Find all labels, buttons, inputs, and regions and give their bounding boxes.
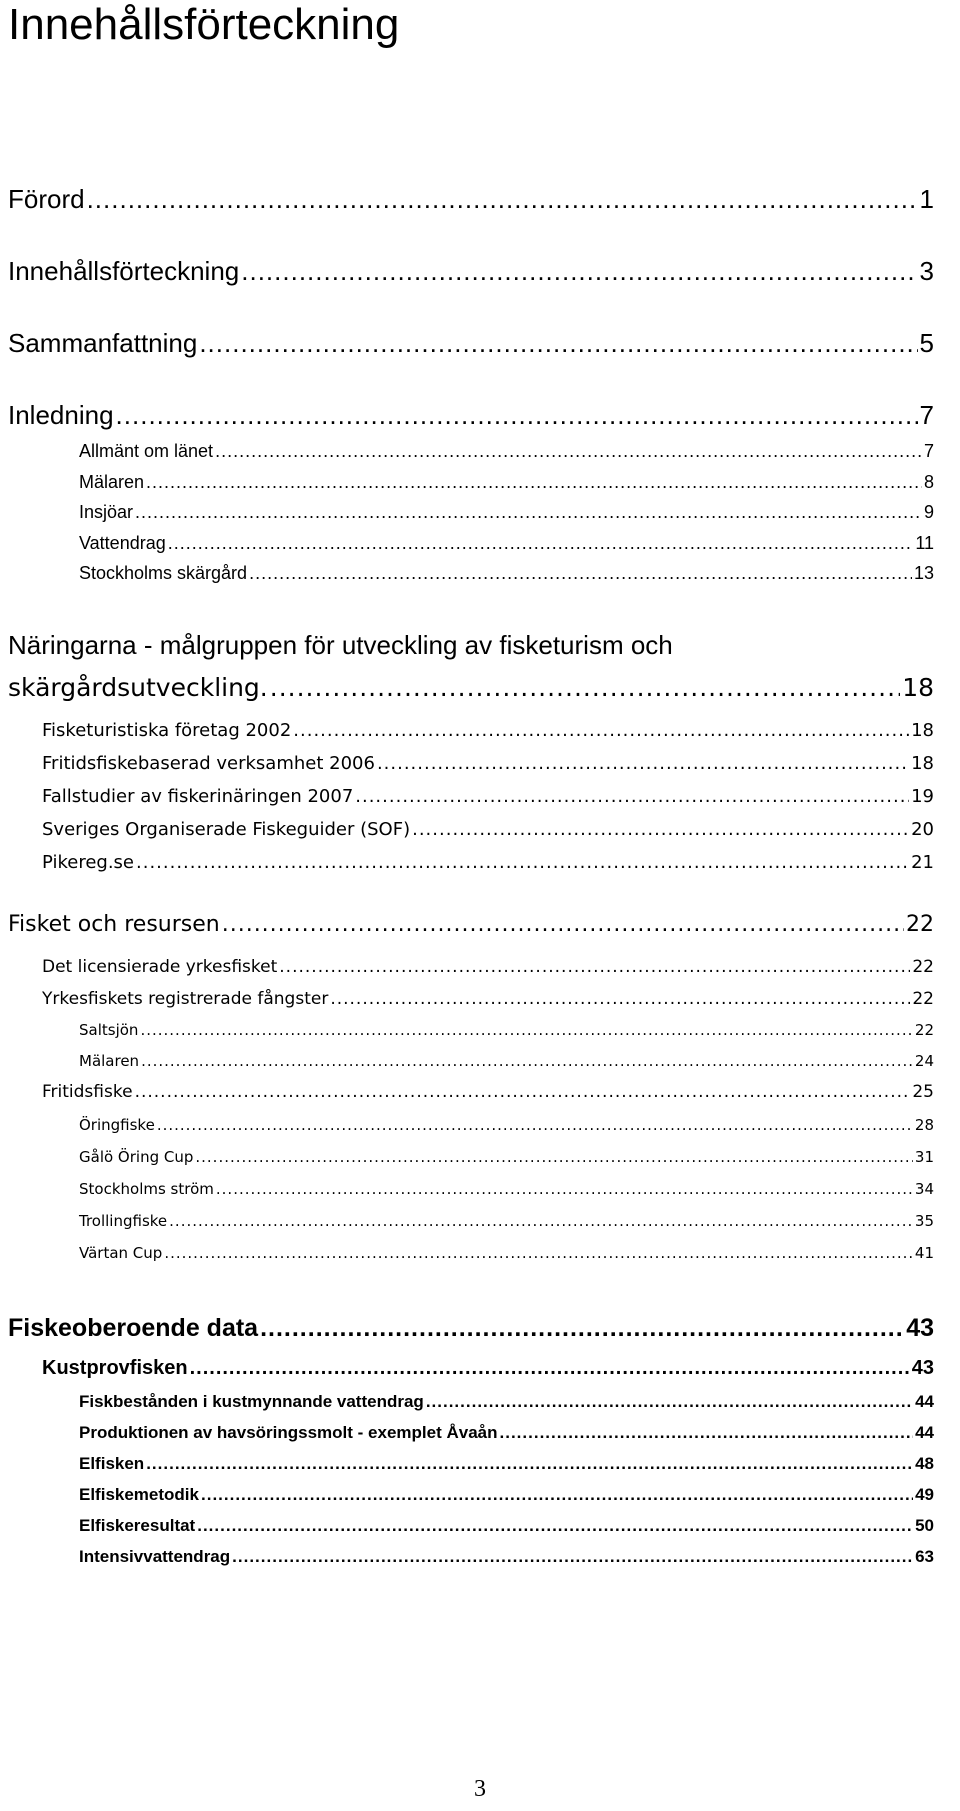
toc-entry-title: Innehållsförteckning [8,256,240,286]
toc-entry-title: Trollingfiske [79,1212,168,1230]
toc-entry-page: 20 [911,819,934,840]
toc-entry-page: 22 [906,912,934,937]
toc-entry-licensierade-yrkesfisket[interactable] [42,957,934,977]
toc-entry-pikereg[interactable] [42,852,934,873]
toc-entry-page: 19 [911,786,934,807]
toc-entry-title: Yrkesfiskets registrerade fångster [42,989,329,1009]
toc-leader-dots [197,1516,913,1536]
toc-entry-page: 22 [914,1021,934,1039]
toc-entry-title: Inledning [8,400,114,430]
toc-entry-page: 31 [914,1148,934,1166]
toc-entry-title: Insjöar [79,502,134,522]
toc-entry-vattendrag[interactable] [79,533,934,554]
toc-leader-dots [377,753,909,774]
toc-entry-title: Pikereg.se [42,852,134,873]
toc-entry-page: 7 [919,400,934,430]
toc-entry-title: Produktionen av havsöringssmolt - exemplet Åvaån [79,1423,498,1442]
toc-entry-trollingfiske[interactable] [79,1212,934,1230]
toc-leader-dots [279,957,910,977]
toc-entry-fritidsfiske[interactable] [42,1082,934,1102]
toc-entry-page: 9 [923,502,934,522]
toc-entry-innehallsforteckning[interactable] [8,256,934,287]
toc-leader-dots [199,328,917,359]
toc-entry-malaren[interactable] [79,472,934,493]
toc-entry-fisket-och-resursen[interactable] [8,912,934,937]
toc-leader-dots [190,1357,910,1380]
toc-entry-title: skärgårdsutveckling. [8,673,268,702]
toc-entry-inledning[interactable] [8,400,934,431]
toc-entry-title: Fritidsfiskebaserad verksamhet 2006 [42,753,375,774]
toc-entry-title: Sammanfattning [8,328,198,358]
toc-entry-page: 3 [919,256,934,286]
toc-entry-page: 44 [915,1423,934,1442]
toc-entry-title: Fiskbestånden i kustmynnande vattendrag [79,1392,424,1411]
toc-leader-dots [260,1314,904,1343]
toc-entry-page: 8 [923,472,934,492]
toc-entry-produktionen-havsoringssmolt[interactable] [79,1423,934,1443]
toc-entry-stockholms-strom[interactable] [79,1180,934,1198]
toc-entry-naringarna-line1[interactable]: Näringarna - målgruppen för utveckling av fisketurism och [8,630,673,660]
toc-leader-dots [293,720,909,741]
toc-entry-forord[interactable] [8,184,934,215]
toc-leader-dots [168,533,914,554]
toc-entry-page: 18 [902,673,934,702]
toc-entry-galo-oring-cup[interactable] [79,1148,934,1166]
toc-leader-dots [141,1052,913,1070]
toc-entry-stockholms-skargard[interactable] [79,563,934,584]
toc-leader-dots [140,1021,912,1039]
toc-entry-elfiskeresultat[interactable] [79,1516,934,1536]
toc-entry-page: 41 [914,1244,934,1262]
page-number: 3 [474,1776,486,1802]
toc-leader-dots [241,256,917,287]
toc-entry-page: 11 [915,533,934,553]
toc-entry-fritidsfiskebaserad-verksamhet[interactable] [42,753,934,774]
toc-entry-title: Fisketuristiska företag 2002 [42,720,292,741]
toc-entry-page: 34 [914,1180,934,1198]
toc-entry-kustprovfisken[interactable] [42,1357,934,1380]
toc-entry-title: Fritidsfiske [42,1082,133,1102]
toc-entry-title: Förord [8,184,85,214]
toc-entry-page: 1 [919,184,934,214]
toc-leader-dots [146,472,922,493]
toc-leader-dots [355,786,909,807]
toc-entry-page: 43 [906,1314,934,1342]
toc-leader-dots [201,1485,913,1505]
toc-entry-fiskeoberoende-data[interactable] [8,1314,934,1343]
toc-leader-dots [222,912,904,937]
toc-entry-page: 18 [911,753,934,774]
page-title: Innehållsförteckning [8,0,400,49]
toc-leader-dots [426,1392,913,1412]
toc-entry-fisketuristiska-foretag[interactable] [42,720,934,741]
toc-entry-title: Intensivvattendrag [79,1547,231,1566]
toc-leader-dots [87,184,918,215]
toc-entry-intensivvattendrag[interactable] [79,1547,934,1567]
toc-leader-dots [249,563,912,584]
toc-leader-dots [195,1148,913,1166]
toc-leader-dots [164,1244,913,1262]
toc-entry-title: Stockholms ström [79,1180,214,1198]
toc-entry-allmant-om-lanet[interactable] [79,441,934,462]
toc-entry-title: Saltsjön [79,1021,139,1039]
toc-leader-dots [500,1423,914,1443]
toc-entry-fallstudier[interactable] [42,786,934,807]
toc-entry-elfisken[interactable] [79,1454,934,1474]
toc-leader-dots [412,819,909,840]
toc-entry-vartan-cup[interactable] [79,1244,934,1262]
toc-entry-page: 44 [915,1392,934,1411]
toc-entry-page: 13 [913,563,934,583]
toc-entry-title: Mälaren [79,1052,140,1070]
toc-entry-page: 5 [919,328,934,358]
toc-entry-page: 48 [915,1454,934,1473]
toc-entry-page: 49 [915,1485,934,1504]
toc-entry-malaren-fangster[interactable] [79,1052,934,1070]
toc-leader-dots [135,1082,911,1102]
toc-leader-dots [146,1454,913,1474]
toc-leader-dots [157,1116,913,1134]
toc-leader-dots [169,1212,913,1230]
toc-entry-elfiskemetodik[interactable] [79,1485,934,1505]
toc-entry-saltsjon[interactable] [79,1021,934,1039]
toc-entry-title: Gålö Öring Cup [79,1148,194,1166]
toc-entry-page: 25 [912,1082,934,1102]
toc-entry-fiskbestanden[interactable] [79,1392,934,1412]
toc-entry-sof[interactable] [42,819,934,840]
toc-entry-page: 50 [915,1516,934,1535]
toc-leader-dots [270,673,900,702]
toc-entry-title: Vattendrag [79,533,166,553]
toc-leader-dots [136,852,909,873]
toc-leader-dots [135,502,922,523]
toc-entry-title: Stockholms skärgård [79,563,248,583]
toc-entry-title: Allmänt om länet [79,441,214,461]
toc-leader-dots [330,989,910,1009]
toc-entry-page: 28 [914,1116,934,1134]
toc-entry-naringarna[interactable] [8,673,934,702]
toc-leader-dots [116,400,918,431]
toc-entry-page: 63 [915,1547,934,1566]
toc-entry-page: 7 [923,441,934,461]
toc-entry-title: Fiskeoberoende data [8,1314,259,1342]
toc-entry-title: Fisket och resursen [8,912,220,937]
toc-leader-dots [216,1180,913,1198]
toc-entry-oringfiske[interactable] [79,1116,934,1134]
toc-entry-title: Öringfiske [79,1116,155,1134]
toc-entry-title: Elfiskeresultat [79,1516,196,1535]
toc-entry-sammanfattning[interactable] [8,328,934,359]
toc-entry-page: 35 [914,1212,934,1230]
toc-entry-title: Elfiskemetodik [79,1485,199,1504]
toc-entry-title: Sveriges Organiserade Fiskeguider (SOF) [42,819,411,840]
toc-entry-page: 18 [911,720,934,741]
toc-entry-title: Mälaren [79,472,145,492]
toc-entry-title: Värtan Cup [79,1244,163,1262]
toc-entry-page: 22 [912,957,934,977]
toc-leader-dots [232,1547,913,1567]
toc-entry-title: Fallstudier av fiskerinäringen 2007 [42,786,354,807]
toc-entry-page: 22 [912,989,934,1009]
toc-entry-title: Kustprovfisken [42,1357,188,1379]
toc-entry-page: 24 [914,1052,934,1070]
toc-entry-registrerade-fangster[interactable] [42,989,934,1009]
toc-entry-page: 43 [911,1357,934,1379]
toc-entry-title: Det licensierade yrkesfisket [42,957,278,977]
toc-entry-insjoar[interactable] [79,502,934,523]
toc-leader-dots [215,441,922,462]
toc-entry-page: 21 [911,852,934,873]
toc-entry-title: Elfisken [79,1454,145,1473]
